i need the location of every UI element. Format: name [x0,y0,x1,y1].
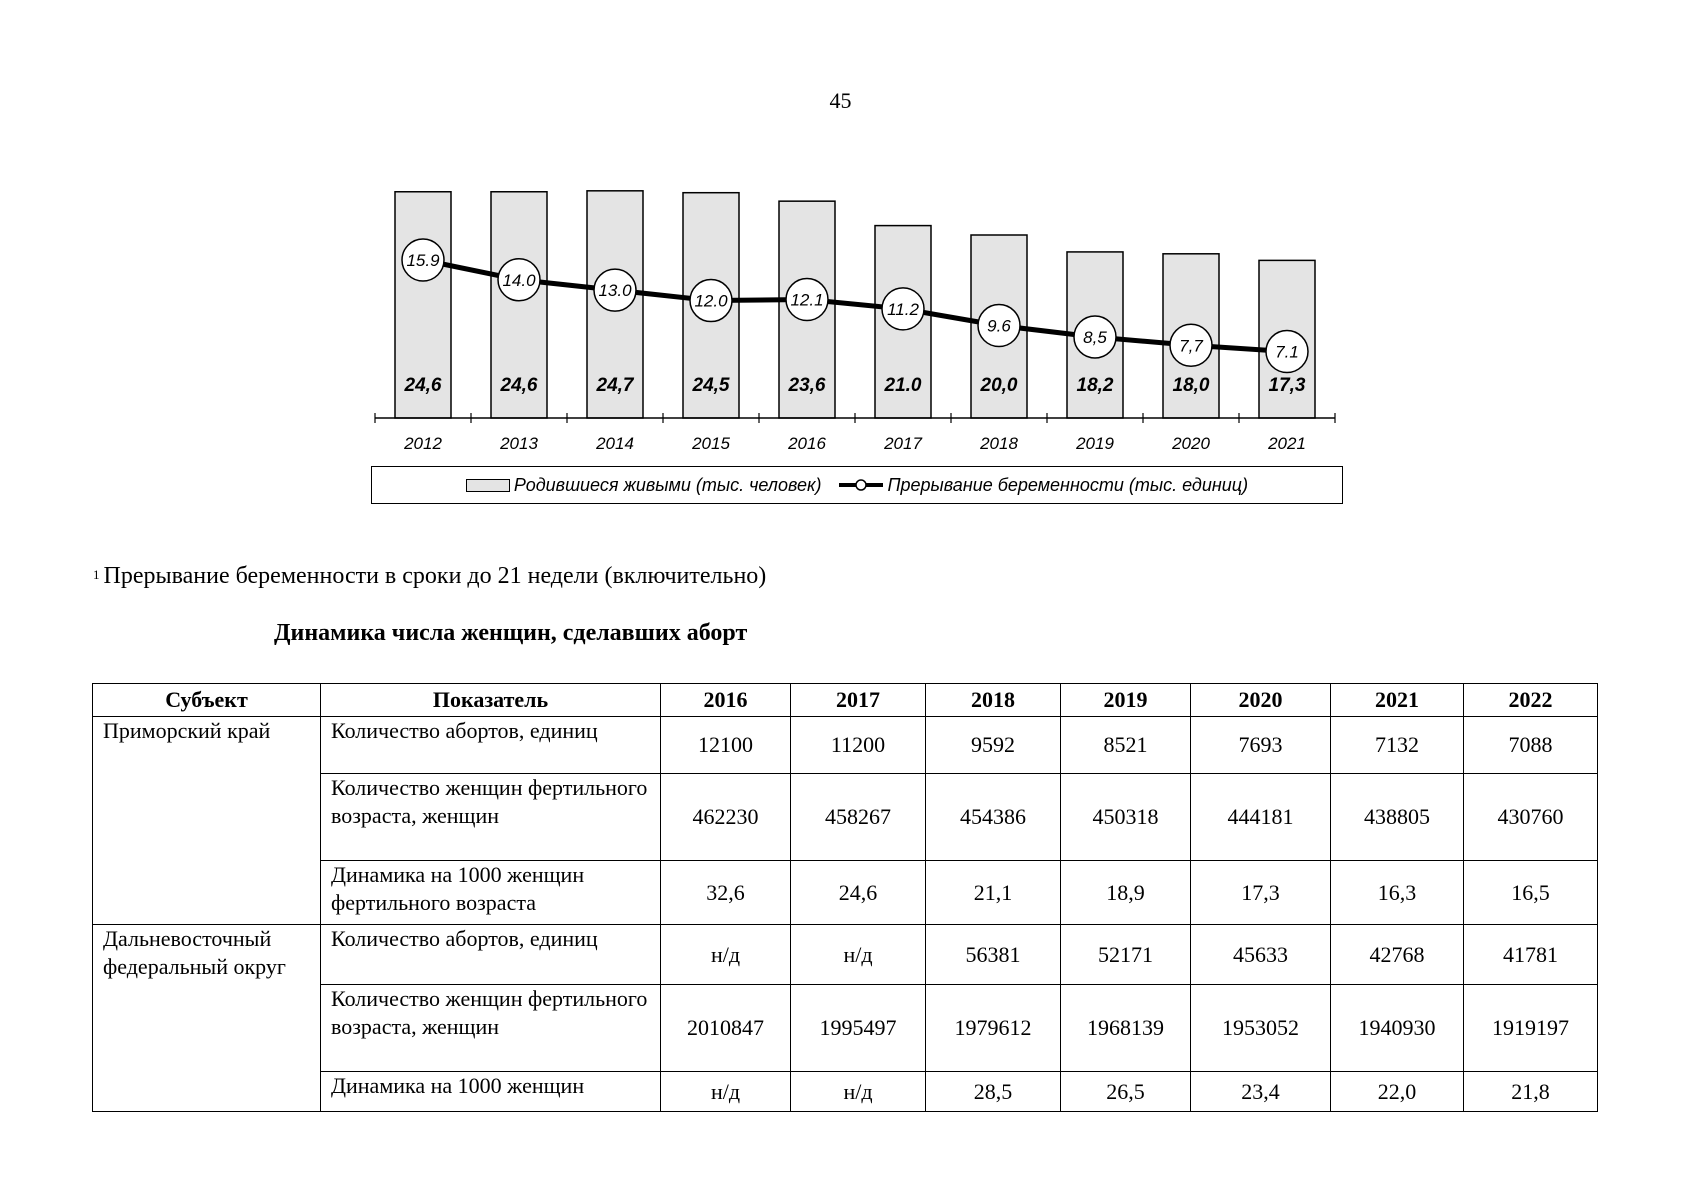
value-cell: н/д [661,1072,791,1112]
line-data-label: 9.6 [987,316,1011,336]
x-tick-label: 2012 [404,434,442,453]
line-data-label: 12.0 [694,291,728,311]
x-tick-label: 2017 [884,434,922,453]
bar-data-label: 24,7 [596,375,634,396]
value-cell: 7693 [1191,717,1331,774]
header-year: 2021 [1331,684,1464,717]
chart-legend [371,466,1343,504]
table-row [93,717,1598,774]
x-tick-label: 2013 [500,434,538,453]
value-cell: 16,5 [1464,861,1598,925]
value-cell: 1940930 [1331,985,1464,1072]
line-data-label: 14.0 [502,270,536,290]
value-cell: 8521 [1061,717,1191,774]
header-year: 2022 [1464,684,1598,717]
value-cell: 9592 [926,717,1061,774]
value-cell: 2010847 [661,985,791,1072]
bar-data-label: 21.0 [884,375,922,396]
footnote-mark: 1 [93,567,100,582]
value-cell: 1995497 [791,985,926,1072]
value-cell: 21,1 [926,861,1061,925]
line-data-label: 7,7 [1179,336,1203,356]
indicator-cell: Динамика на 1000 женщин фертильного возраста [321,861,661,925]
x-tick-label: 2018 [980,434,1018,453]
value-cell: 11200 [791,717,926,774]
page-number: 45 [829,88,852,113]
bar-data-label: 24,6 [500,375,538,396]
legend-label-births: Родившиеся живыми (тыс. человек) [513,474,822,495]
value-cell: 458267 [791,774,926,861]
value-cell: 23,4 [1191,1072,1331,1112]
header-row [93,684,1598,717]
x-tick-label: 2020 [1172,434,1210,453]
value-cell: н/д [661,925,791,985]
value-cell: 52171 [1061,925,1191,985]
line-data-label: 8,5 [1083,327,1107,347]
line-layer [423,260,1287,352]
header-subject: Субъект [93,684,321,717]
indicator-cell: Количество женщин фертильного возраста, женщин [321,985,661,1072]
births-abortions-chart [360,165,1340,455]
line-data-label: 11.2 [887,299,919,319]
value-cell: 26,5 [1061,1072,1191,1112]
table-title: Динамика числа женщин, сделавших аборт [274,620,748,646]
x-tick-label: 2014 [596,434,634,453]
line-data-label: 7.1 [1275,342,1299,362]
footnote [93,563,766,590]
legend-label-abortions: Прерывание беременности (тыс. единиц) [887,474,1249,495]
value-cell: 1919197 [1464,985,1598,1072]
table-row [93,925,1598,985]
value-cell: 438805 [1331,774,1464,861]
x-tick-label: 2015 [692,434,730,453]
value-cell: 462230 [661,774,791,861]
value-cell: 444181 [1191,774,1331,861]
legend-line-swatch [839,478,883,492]
value-cell: 450318 [1061,774,1191,861]
value-cell: 430760 [1464,774,1598,861]
bar-data-label: 18,0 [1172,375,1210,396]
indicator-cell: Количество абортов, единиц [321,925,661,985]
legend-item-abortions [839,475,1248,496]
value-cell: 24,6 [791,861,926,925]
value-cell: 454386 [926,774,1061,861]
x-tick-label: 2021 [1268,434,1306,453]
value-cell: 1979612 [926,985,1061,1072]
legend-item-births [466,475,822,496]
value-cell: 12100 [661,717,791,774]
bar-data-label: 24,6 [404,375,442,396]
indicator-cell: Количество абортов, единиц [321,717,661,774]
indicator-cell: Количество женщин фертильного возраста, женщин [321,774,661,861]
value-cell: 18,9 [1061,861,1191,925]
indicator-cell: Динамика на 1000 женщин [321,1072,661,1112]
value-cell: 1953052 [1191,985,1331,1072]
value-cell: 7132 [1331,717,1464,774]
value-cell: 45633 [1191,925,1331,985]
value-cell: 56381 [926,925,1061,985]
header-year: 2020 [1191,684,1331,717]
bar-data-label: 24,5 [692,375,730,396]
value-cell: 22,0 [1331,1072,1464,1112]
bar-data-label: 17,3 [1268,375,1306,396]
x-tick-label: 2016 [788,434,826,453]
value-cell: 41781 [1464,925,1598,985]
header-year: 2018 [926,684,1061,717]
x-axis [375,413,1335,453]
value-cell: 32,6 [661,861,791,925]
value-cell: 16,3 [1331,861,1464,925]
line-data-label: 13.0 [598,281,632,301]
subject-cell: Дальневосточный федеральный округ [93,925,321,1112]
abortion-table [92,683,1598,1112]
footnote-text: Прерывание беременности в сроки до 21 недели (включительно) [103,563,767,589]
legend-bar-swatch [466,479,510,492]
header-year: 2017 [791,684,926,717]
value-cell: 17,3 [1191,861,1331,925]
bar-data-label: 23,6 [788,375,826,396]
value-cell: 42768 [1331,925,1464,985]
line-data-label: 12.1 [790,290,824,310]
value-cell: н/д [791,1072,926,1112]
value-cell: н/д [791,925,926,985]
value-cell: 1968139 [1061,985,1191,1072]
value-cell: 28,5 [926,1072,1061,1112]
bar-data-label: 18,2 [1076,375,1114,396]
header-indicator: Показатель [321,684,661,717]
header-year: 2019 [1061,684,1191,717]
value-cell: 7088 [1464,717,1598,774]
line-data-label: 15.9 [406,251,440,270]
value-cell: 21,8 [1464,1072,1598,1112]
header-year: 2016 [661,684,791,717]
subject-cell: Приморский край [93,717,321,925]
x-tick-label: 2019 [1076,434,1114,453]
abortions-line [423,260,1287,352]
bar-data-label: 20,0 [980,375,1018,396]
